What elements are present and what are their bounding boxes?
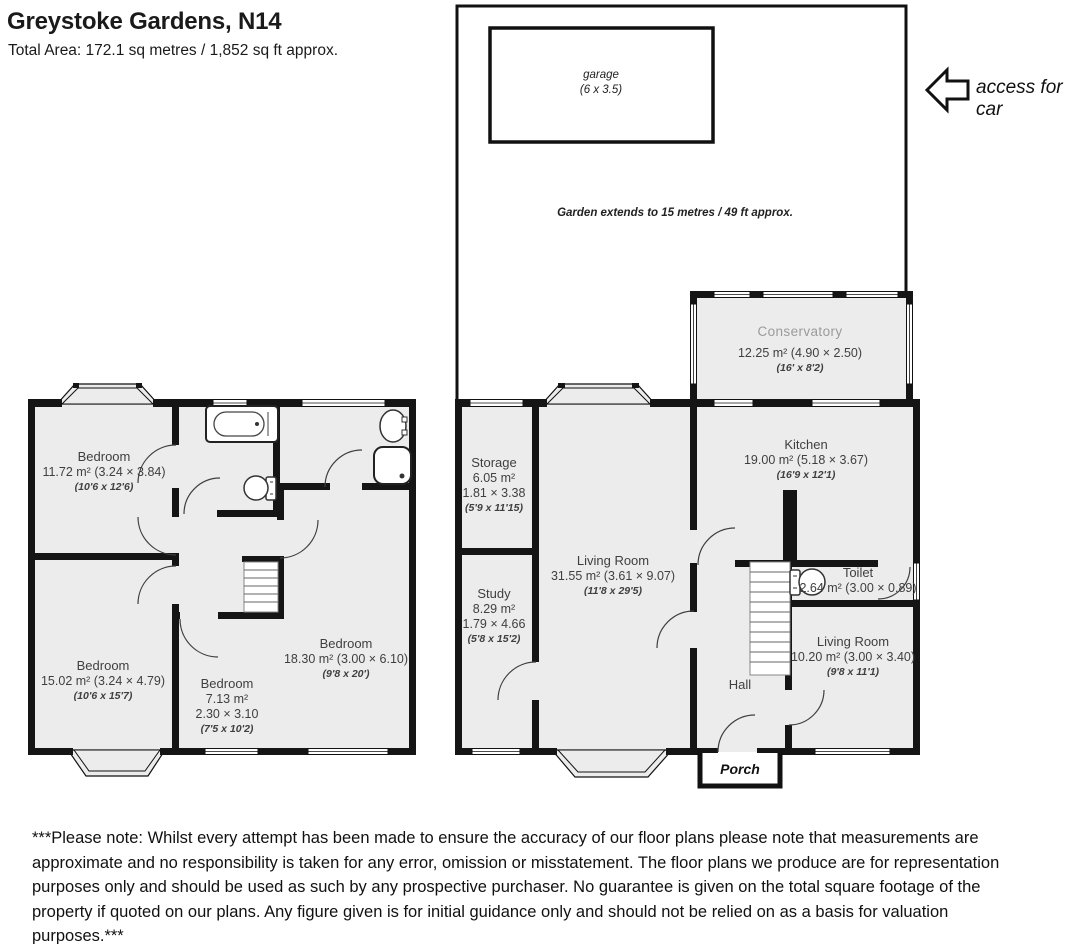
room-imperial: (16' x 8'2) xyxy=(776,362,824,374)
room-name: Living Room xyxy=(576,553,650,568)
room-metric-2: 2.30 × 3.10 xyxy=(195,707,259,721)
room-label-study xyxy=(463,586,526,646)
page-title: Greystoke Gardens, N14 xyxy=(7,8,282,35)
access-for-car-label: access for car xyxy=(976,77,1063,120)
room-label-bedroom-rear xyxy=(41,658,165,703)
room-label-bedroom-middle xyxy=(196,676,259,736)
room-name: Storage xyxy=(471,455,517,470)
room-name: Toilet xyxy=(842,565,874,580)
room-name: Bedroom xyxy=(76,658,130,673)
room-metric: 15.02 m² (3.24 × 4.79) xyxy=(40,674,166,688)
room-metric: 2.64 m² (3.00 × 0.89) xyxy=(799,581,917,595)
room-label-bedroom-large xyxy=(284,636,408,681)
porch-label: Porch xyxy=(720,761,760,777)
room-metric-2: 1.79 × 4.66 xyxy=(462,617,526,631)
room-label-garage xyxy=(580,68,622,98)
room-imperial: (5'9 x 11'15) xyxy=(465,502,523,514)
room-imperial: (9'8 x 20') xyxy=(322,668,370,680)
stairs-ground-floor xyxy=(750,562,790,675)
room-name: Bedroom xyxy=(319,636,373,651)
room-label-living-room-main xyxy=(551,553,675,598)
room-metric: 8.29 m² xyxy=(472,602,516,616)
room-imperial: (11'8 x 29'5) xyxy=(584,585,642,597)
garage-dims: (6 x 3.5) xyxy=(579,84,623,96)
bathtub-icon xyxy=(206,406,278,442)
room-metric: 12.25 m² (4.90 × 2.50) xyxy=(737,346,863,360)
room-metric: 18.30 m² (3.00 × 6.10) xyxy=(283,652,409,666)
room-metric: 7.13 m² xyxy=(205,692,249,706)
room-label-storage xyxy=(463,455,526,515)
room-name: Bedroom xyxy=(77,449,131,464)
room-metric: 31.55 m² (3.61 × 9.07) xyxy=(550,569,676,583)
toilet-icon xyxy=(244,476,276,500)
room-label-kitchen xyxy=(744,437,868,482)
room-name: Bedroom xyxy=(200,676,254,691)
hall-label: Hall xyxy=(728,677,752,692)
room-imperial: (10'6 x 15'7) xyxy=(73,690,133,702)
garden-note: Garden extends to 15 metres / 49 ft approx. xyxy=(557,207,793,219)
room-name: Study xyxy=(477,586,511,601)
room-imperial: (10'6 x 12'6) xyxy=(74,481,134,493)
room-metric: 19.00 m² (5.18 × 3.67) xyxy=(743,453,869,467)
total-area-subtitle: Total Area: 172.1 sq metres / 1,852 sq ft approx. xyxy=(8,42,338,59)
room-label-bedroom-front xyxy=(42,449,165,494)
room-metric-2: 1.81 × 3.38 xyxy=(462,486,526,500)
room-imperial: (5'8 x 15'2) xyxy=(467,633,521,645)
room-name: Kitchen xyxy=(784,437,828,452)
stairs-first-floor xyxy=(244,562,278,612)
shower-icon xyxy=(374,447,411,484)
room-metric: 6.05 m² xyxy=(472,471,516,485)
room-label-living-room-front xyxy=(791,634,915,679)
room-imperial: (7'5 x 10'2) xyxy=(200,723,254,735)
sink-icon xyxy=(380,410,407,442)
access-arrow-icon xyxy=(927,70,968,110)
room-name: Conservatory xyxy=(757,324,843,339)
room-name: Living Room xyxy=(816,634,890,649)
disclaimer-text: ***Please note: Whilst every attempt has been made to ensure the accuracy of our floor plans please note that measurements are approximate and no responsibility is taken for any error, omission or misstatement. The floor plans we produce are for representation purposes only and should be used as such by any prospective purchaser. No guarantee is given on the total square footage of the property if quoted on our plans. Any figure given is for initial guidance only and should not be relied on as a basis for valuation purposes.*** xyxy=(32,829,1000,944)
room-label-conservatory xyxy=(738,324,862,375)
room-metric: 11.72 m² (3.24 × 3.84) xyxy=(42,465,166,479)
garage-name: garage xyxy=(583,69,619,81)
room-imperial: (16'9 x 12'1) xyxy=(776,469,836,481)
room-imperial: (9'8 x 11'1) xyxy=(826,666,880,678)
room-metric: 10.20 m² (3.00 × 3.40) xyxy=(790,650,916,664)
room-label-toilet xyxy=(799,565,916,596)
